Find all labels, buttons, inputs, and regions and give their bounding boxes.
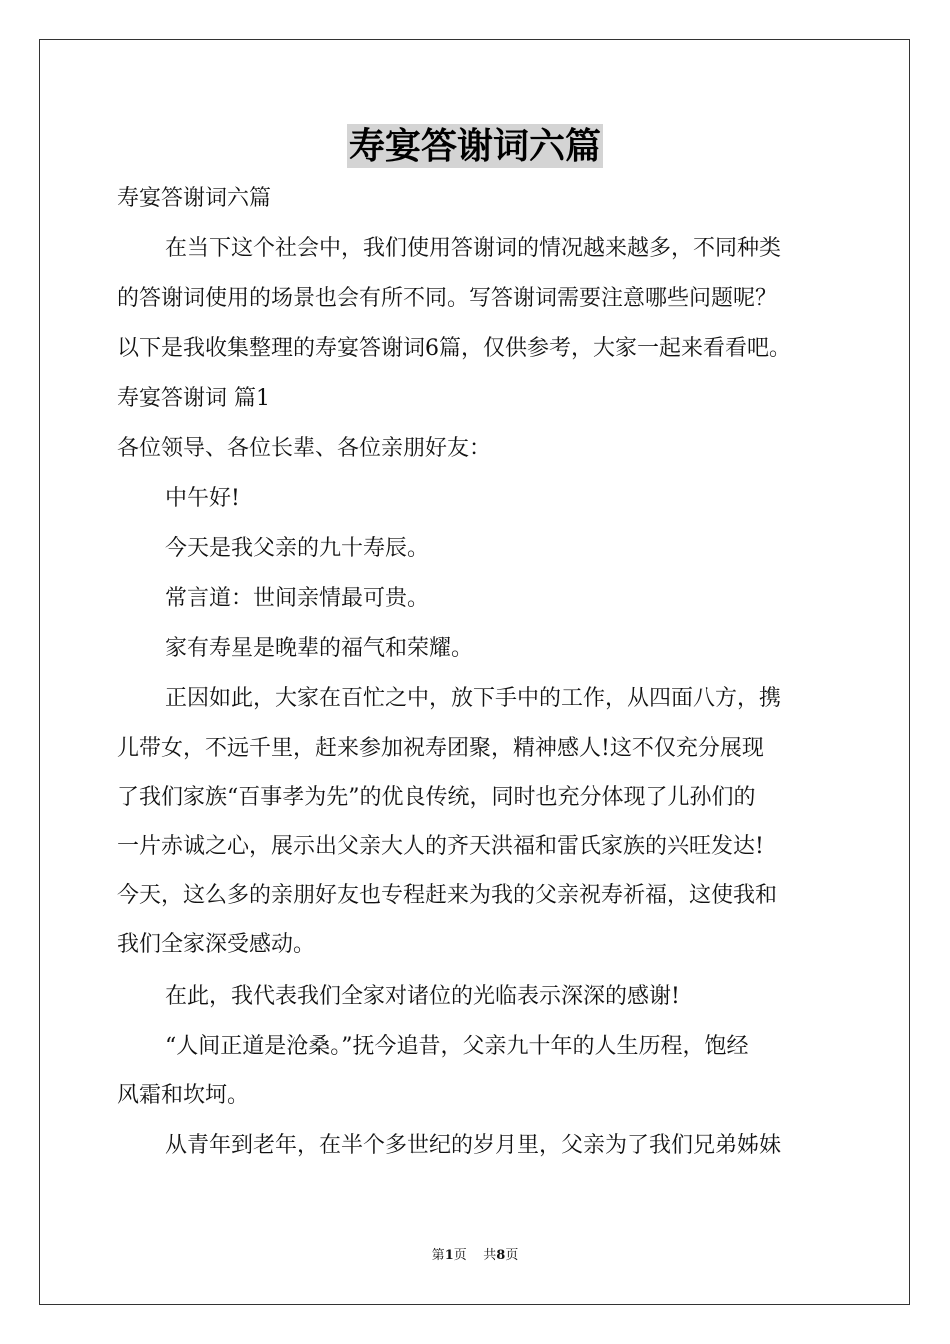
footer-total-pages: 8 xyxy=(496,1248,506,1263)
paragraph-line: 家有寿星是晚辈的福气和荣耀。 xyxy=(165,636,474,661)
paragraph-line: 了我们家族“百事孝为先”的优良传统，同时也充分体现了儿孙们的 xyxy=(117,785,756,810)
footer-mid: 页 共 xyxy=(453,1248,497,1263)
footer-prefix: 第 xyxy=(431,1248,445,1263)
footer-suffix: 页 xyxy=(505,1248,519,1263)
section-heading: 寿宴答谢词 篇1 xyxy=(117,386,270,411)
paragraph-line: 今天，这么多的亲朋好友也专程赶来为我的父亲祝寿祈福，这使我和 xyxy=(117,883,778,908)
paragraph-line: 风霜和坎坷。 xyxy=(117,1083,250,1108)
paragraph-line: 的答谢词使用的场景也会有所不同。写答谢词需要注意哪些问题呢？ xyxy=(117,286,778,311)
paragraph-line: 中午好! xyxy=(165,486,240,511)
page-border xyxy=(39,39,910,1305)
page-footer xyxy=(0,1244,950,1263)
paragraph-line: 从青年到老年，在半个多世纪的岁月里，父亲为了我们兄弟姊妹 xyxy=(165,1133,782,1158)
paragraph-line: 在此，我代表我们全家对诸位的光临表示深深的感谢! xyxy=(165,984,680,1009)
salutation-line: 各位领导、各位长辈、各位亲朋好友： xyxy=(117,436,492,461)
paragraph-line: 今天是我父亲的九十寿辰。 xyxy=(165,536,430,561)
title-wrap xyxy=(0,124,950,168)
paragraph-line: 正因如此，大家在百忙之中，放下手中的工作，从四面八方，携 xyxy=(165,686,782,711)
document-title: 寿宴答谢词六篇 xyxy=(348,125,601,167)
paragraph-line: “人间正道是沧桑。”抚今追昔，父亲九十年的人生历程，饱经 xyxy=(165,1034,749,1059)
paragraph-line: 在当下这个社会中，我们使用答谢词的情况越来越多，不同种类 xyxy=(165,236,782,261)
paragraph-line: 常言道：世间亲情最可贵。 xyxy=(165,586,430,611)
footer-page-number: 1 xyxy=(444,1248,454,1263)
subtitle-line: 寿宴答谢词六篇 xyxy=(117,186,272,211)
paragraph-line: 一片赤诚之心，展示出父亲大人的齐天洪福和雷氏家族的兴旺发达! xyxy=(117,834,764,859)
paragraph-line: 以下是我收集整理的寿宴答谢词6篇，仅供参考，大家一起来看看吧。 xyxy=(117,336,791,361)
paragraph-line: 儿带女，不远千里，赶来参加祝寿团聚，精神感人!这不仅充分展现 xyxy=(117,736,764,761)
paragraph-line: 我们全家深受感动。 xyxy=(117,932,316,957)
